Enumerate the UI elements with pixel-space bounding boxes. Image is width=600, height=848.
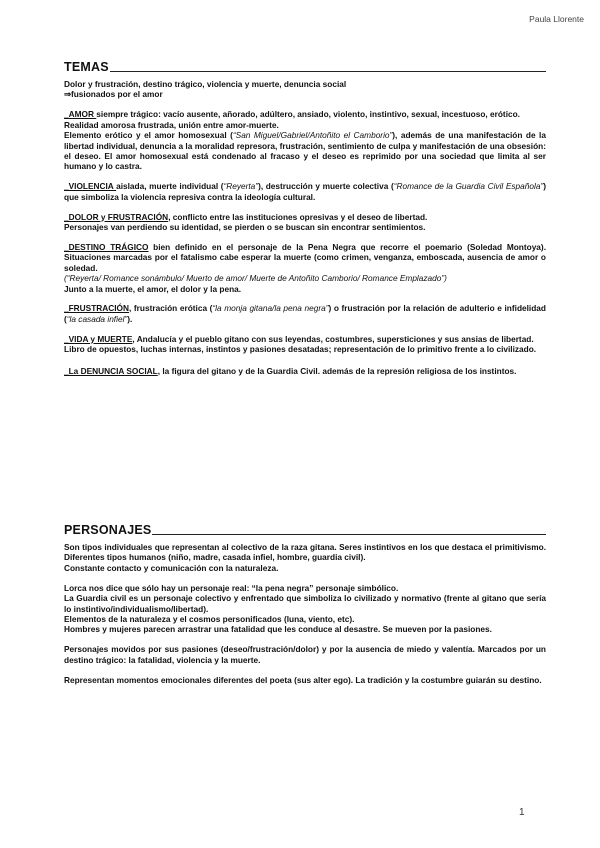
dolor-block bbox=[64, 212, 546, 233]
personajes-p6: Personajes movidos por sus pasiones (deseo/frustración/dolor) y por la ausencia de miedo y valentía. Marcados por un destino trágico: la fatalidad, violencia y la muerte. bbox=[64, 644, 546, 665]
violencia-text-1: aislada, muerte individual ( bbox=[116, 181, 224, 192]
vida-label: _VIDA y MUERTE bbox=[64, 333, 133, 344]
denuncia-text-1: , la figura del gitano y de la Guardia Civil. además de la represión religiosa de los instintos. bbox=[157, 365, 517, 376]
destino-block bbox=[64, 242, 546, 294]
violencia-text-3: ) que simboliza la violencia represiva contra la ideología cultural. bbox=[64, 181, 546, 202]
frustracion-block bbox=[64, 303, 546, 324]
personajes-p4: Elementos de la naturaleza y el cosmos personificados (luna, viento, etc). bbox=[64, 613, 355, 624]
dolor-label: _DOLOR y FRUSTRACIÓN bbox=[64, 211, 169, 222]
violencia-block bbox=[64, 181, 546, 202]
personajes-p1b: Constante contacto y comunicación con la naturaleza. bbox=[64, 562, 279, 573]
destino-text-1: bien definido en el personaje de la Pena Negra que recorre el poemario (Soledad Montoya). Situaciones marcadas por el fatalismo cabe esperar la muerte (como crimen, venganza, emboscada, ausencia de amor o soledad. bbox=[64, 241, 546, 273]
temas-heading bbox=[64, 60, 546, 74]
frustracion-text-2: ) o frustración por la relación de adulterio e infidelidad ( bbox=[64, 303, 546, 324]
violencia-example-1: “Reyerta” bbox=[223, 181, 259, 192]
personajes-heading bbox=[64, 523, 546, 537]
violencia-text-2: ), destrucción y muerte colectiva ( bbox=[258, 181, 394, 192]
temas-intro-arrow: ⇒fusionados por el amor bbox=[64, 89, 163, 100]
destino-label: _DESTINO TRÁGICO bbox=[64, 241, 149, 252]
page-number: 1 bbox=[519, 807, 525, 818]
frustracion-text-3: ). bbox=[127, 313, 133, 324]
personajes-p5: Hombres y mujeres parecen arrastrar una fatalidad que les conduce al desastre. Se mueven por la pasiones. bbox=[64, 624, 492, 635]
dolor-text-2: Personajes van perdiendo su identidad, se pierden o se buscan sin encontrar sentimientos. bbox=[64, 221, 426, 232]
destino-text-2: Junto a la muerte, el amor, el dolor y la pena. bbox=[64, 283, 242, 294]
heading-rule bbox=[110, 71, 546, 72]
amor-text-2: Realidad amorosa frustrada, unión entre amor-muerte. bbox=[64, 119, 279, 130]
amor-example: “San Miguel/Gabriel/Antoñito el Camborio” bbox=[232, 130, 393, 141]
temas-title: TEMAS bbox=[64, 60, 109, 74]
personajes-p2: Lorca nos dice que sólo hay un personaje real: “la pena negra” personaje simbólico. bbox=[64, 582, 399, 593]
violencia-label: _VIOLENCIA bbox=[64, 181, 117, 192]
frustracion-example-2: “la casada infiel” bbox=[66, 313, 128, 324]
amor-label: _AMOR bbox=[64, 109, 97, 120]
personajes-title: PERSONAJES bbox=[64, 523, 152, 537]
destino-examples: (“Reyerta/ Romance sonámbulo/ Muerto de amor/ Muerte de Antoñito Camborio/ Romance Emplazado”) bbox=[64, 273, 447, 284]
amor-text: siempre trágico: vacío ausente, añorado, adúltero, ansiado, violento, instintivo, sexual, incestuoso, erótico. bbox=[96, 109, 520, 120]
author-name: Paula Llorente bbox=[529, 14, 584, 24]
amor-block bbox=[64, 109, 546, 171]
temas-intro: Dolor y frustración, destino trágico, violencia y muerte, denuncia social bbox=[64, 79, 347, 89]
violencia-example-2: “Romance de la Guardia Civil Española” bbox=[393, 181, 544, 192]
temas-section bbox=[64, 60, 546, 376]
personajes-p3: La Guardia civil es un personaje colectivo y enfrentado que simboliza lo civilizado y normativo (frente al gitano que sería lo instintivo/individualismo/libertad). bbox=[64, 593, 546, 614]
denuncia-label: _La DENUNCIA SOCIAL bbox=[64, 365, 158, 376]
personajes-p1: Son tipos individuales que representan al colectivo de la raza gitana. Seres instintivos en los que destaca el primitivismo. Diferentes tipos humanos (niño, madre, casada infiel, hombre, guardia civil). bbox=[64, 542, 546, 563]
dolor-text-1: , conflicto entre las instituciones opresivas y el deseo de libertad. bbox=[168, 211, 428, 222]
frustracion-example-1: “la monja gitana/la pena negra” bbox=[212, 303, 329, 314]
frustracion-label: _FRUSTRACIÓN bbox=[64, 303, 129, 314]
denuncia-block bbox=[64, 366, 546, 376]
vida-block bbox=[64, 334, 546, 355]
personajes-p7: Representan momentos emocionales diferentes del poeta (sus alter ego). La tradición y la costumbre guiarán su destino. bbox=[64, 674, 542, 685]
amor-text-3b: ), además de una manifestación de la libertad individual, denuncia a la moralidad represora, frustración, sentimiento de culpa y manifestación de una obsesión: el deseo. El amor homosexual está condenado al fracaso y el deseo es reprimido por una sociedad que limita al ser humano y lo castra. bbox=[64, 130, 546, 172]
heading-rule bbox=[152, 534, 546, 535]
vida-text-2: Libro de opuestos, luchas internas, instintos y pasiones desatadas; representación de lo primitivo frente a lo civilizado. bbox=[64, 344, 537, 355]
personajes-section bbox=[64, 523, 546, 685]
vida-text-1: , Andalucía y el pueblo gitano con sus leyendas, costumbres, supersticiones y sus ansias de libertad. bbox=[132, 333, 534, 344]
frustracion-text-1: , frustración erótica ( bbox=[129, 303, 213, 314]
amor-text-3a: Elemento erótico y el amor homosexual ( bbox=[64, 130, 233, 141]
